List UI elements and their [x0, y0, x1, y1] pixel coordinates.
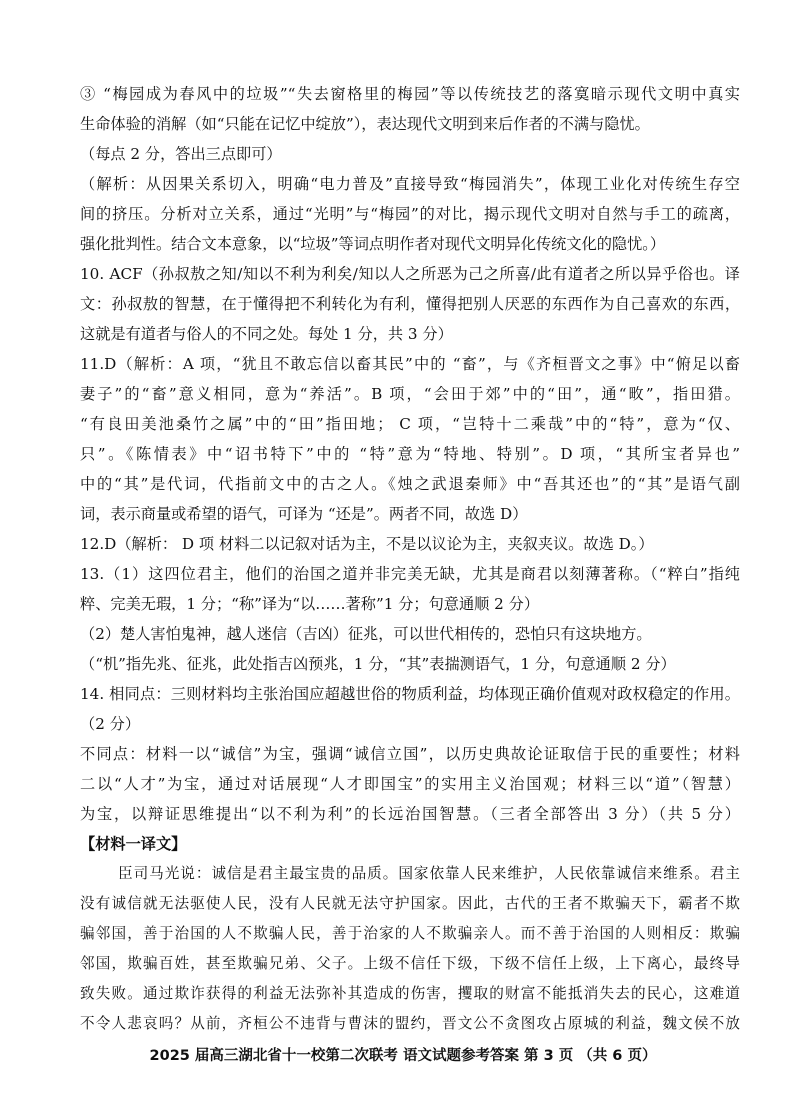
text-line: 生命体验的消解（如“只能在记忆中绽放”），表达现代文明到来后作者的不满与隐忧。 [80, 115, 650, 133]
text-line: 不同点：材料一以“诚信”为宝，强调“诚信立国”，以历史典故论证取信于民的重要性；材料 [80, 745, 740, 763]
text-line: （2 分） [80, 715, 141, 733]
text-line: 12.D（解析： D 项 材料二以记叙对话为主，不是以议论为主，夹叙夹议。故选 D。） [80, 535, 654, 553]
text-line: “有良田美池桑竹之属”中的“田”指田地； C 项，“岂特十二乘哉”中的“特”，意为“仅、 [80, 415, 740, 433]
translation-line: 骗邻国，善于治国的人不欺骗人民，善于治家的人不欺骗亲人。而不善于治国的人则相反：欺骗 [80, 925, 740, 942]
text-line: 强化批判性。结合文本意象，以“垃圾”等词点明作者对现代文明异化传统文化的隐忧。） [80, 235, 666, 253]
text-line: 二以“人才”为宝，通过对话展现“人才即国宝”的实用主义治国观；材料三以“道”（智慧） [80, 775, 740, 793]
text-line: 中的“其”是代词，代指前文中的古之人。《烛之武退秦师》中“吾其还也”的“其”是语气副 [80, 475, 740, 493]
text-line: 词，表示商量或希望的语气，可译为 “还是”。两者不同，故选 D） [80, 505, 528, 523]
page-footer: 2025 届高三湖北省十一校第二次联考 语文试题参考答案 第 3 页 （共 6 页） [149, 1048, 657, 1064]
text-line: 10. ACF（孙叔敖之知/知以不利为利矣/知以人之所恶为己之所喜/此有道者之所以异乎俗也。译 [80, 265, 740, 283]
text-line: 13.（1）这四位君主，他们的治国之道并非完美无缺，尤其是商君以刻薄著称。（“粹白”指纯 [80, 565, 740, 583]
text-line: （每点 2 分，答出三点即可） [80, 145, 282, 163]
text-line: 只”。《陈情表》中“诏书特下”中的 “特”意为“特地、特别”。D 项，“其所宝者异也” [80, 445, 740, 463]
text-line: 为宝，以辩证思维提出“以不利为利”的长远治国智慧。（三者全部答出 3 分）（共 5 分） [80, 805, 740, 823]
translation-line: 致失败。通过欺诈获得的利益无法弥补其造成的伤害，攫取的财富不能抵消失去的民心，这难道 [80, 985, 740, 1002]
text-line: 粹、完美无瑕，1 分；“称”译为“以……著称”1 分；句意通顺 2 分） [80, 595, 540, 613]
text-line: ③ “梅园成为春风中的垃圾”“失去窗格里的梅园”等以传统技艺的落寞暗示现代文明中真实 [80, 85, 740, 103]
text-line: 11.D（解析：A 项，“犹且不敢忘信以畜其民”中的 “畜”，与《齐桓晋文之事》中“俯足以畜 [80, 355, 740, 373]
text-line: （解析：从因果关系切入，明确“电力普及”直接导致“梅园消失”，体现工业化对传统生存空 [80, 175, 740, 193]
text-line: 14. 相同点：三则材料均主张治国应超越世俗的物质利益，均体现正确价值观对政权稳定的作用。 [80, 685, 740, 703]
text-line: （“机”指先兆、征兆，此处指吉凶预兆，1 分，“其”表揣测语气，1 分，句意通顺 2 分） [80, 655, 676, 673]
translation-line: 臣司马光说：诚信是君主最宝贵的品质。国家依靠人民来维护，人民依靠诚信来维系。君主 [118, 865, 740, 882]
section-heading: 【材料一译文】 [80, 835, 187, 853]
translation-line: 不令人悲哀吗？从前，齐桓公不违背与曹沫的盟约，晋文公不贪图攻占原城的利益，魏文侯不放 [80, 1015, 740, 1032]
translation-line: 没有诚信就无法驱使人民，没有人民就无法守护国家。因此，古代的王者不欺骗天下，霸者不欺 [80, 895, 740, 912]
text-line: 间的挤压。分析对立关系，通过“光明”与“梅园”的对比，揭示现代文明对自然与手工的疏离， [80, 205, 740, 223]
translation-line: 邻国，欺骗百姓，甚至欺骗兄弟、父子。上级不信任下级，下级不信任上级，上下离心，最终导 [80, 955, 740, 972]
text-line: （2）楚人害怕鬼神，越人迷信（吉凶）征兆，可以世代相传的，恐怕只有这块地方。 [80, 625, 652, 643]
text-line: 这就是有道者与俗人的不同之处。每处 1 分，共 3 分） [80, 325, 453, 343]
text-line: 文：孙叔敖的智慧，在于懂得把不利转化为有利，懂得把别人厌恶的东西作为自己喜欢的东西， [80, 295, 740, 313]
text-line: 妻子”的“畜”意义相同，意为“养活”。B 项，“会田于郊”中的“田”，通“畋”，指田猎。 [80, 385, 740, 403]
